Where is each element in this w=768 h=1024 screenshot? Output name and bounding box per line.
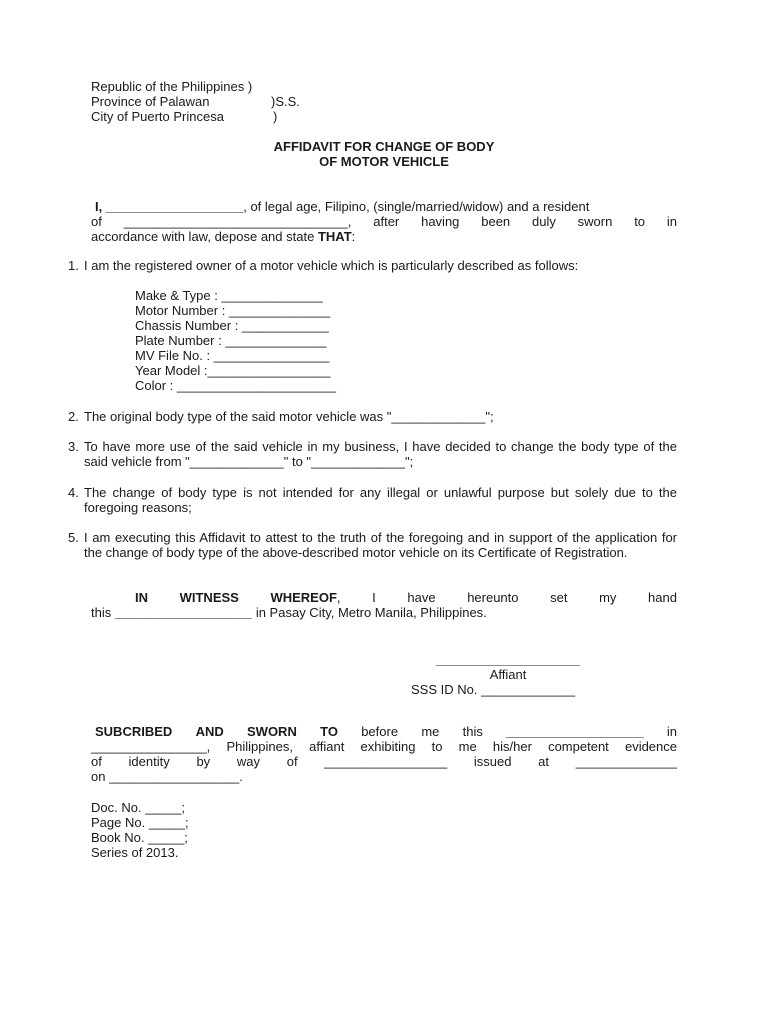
- venue-republic: Republic of the Philippines ): [91, 79, 253, 94]
- item-3-number: 3.: [68, 439, 79, 454]
- witness-date-blank: ___________________: [114, 605, 253, 620]
- jurat-t8: at: [538, 754, 550, 769]
- document-title: [0, 139, 768, 169]
- jurat-t7: issued: [473, 754, 512, 769]
- intro-text-1: , of legal age, Filipino, (single/married/widow) and a resident: [243, 199, 590, 214]
- venue-city: [91, 109, 300, 124]
- jurat-t4: way: [236, 754, 261, 769]
- field-mv-file-no: MV File No. : ________________: [135, 348, 330, 363]
- intro-line-2: [91, 214, 677, 229]
- affiant-label: Affiant: [489, 667, 527, 682]
- intro-w4: been: [481, 214, 511, 229]
- jurat-w6: me: [421, 724, 440, 739]
- witness-w3: WHEREOF: [270, 590, 337, 605]
- jurat-t5: of: [286, 754, 298, 769]
- title-line-1: AFFIDAVIT FOR CHANGE OF BODY: [273, 139, 495, 154]
- item-4-text: The change of body type is not intended for any illegal or unlawful purpose but solely due to the foregoing reasons;: [84, 485, 677, 515]
- jurat-w1: SUBCRIBED: [95, 724, 173, 739]
- intro-residence-blank: _______________________________,: [123, 214, 352, 229]
- witness-this: this: [91, 605, 115, 620]
- jurat-w9: in: [666, 724, 677, 739]
- title-line-2: OF MOTOR VEHICLE: [319, 154, 449, 169]
- witness-w9: my: [599, 590, 617, 605]
- intro-w8: in: [666, 214, 677, 229]
- item-3-text: To have more use of the said vehicle in my business, I have decided to change the body type of the said vehicle from "_____________" to "_____________";: [84, 439, 677, 469]
- witness-w6: have: [407, 590, 436, 605]
- jurat-line-4: on __________________.: [91, 769, 243, 784]
- intro-paragraph: [91, 199, 677, 244]
- doc-no: Doc. No. _____;: [91, 800, 185, 815]
- intro-w2: after: [373, 214, 400, 229]
- signature-line: ____________________: [435, 652, 581, 667]
- item-5-text: I am executing this Affidavit to attest to the truth of the foregoing and in support of the application for the change of body type of the above-described motor vehicle on its Certificate of Registration.: [84, 530, 677, 560]
- item-1-text: I am the registered owner of a motor vehicle which is particularly described as follows:: [84, 258, 579, 273]
- book-no: Book No. _____;: [91, 830, 188, 845]
- jurat-line-1: [91, 724, 677, 739]
- intro-w6: sworn: [577, 214, 613, 229]
- jurat-w3: SWORN: [247, 724, 297, 739]
- item-2-text: The original body type of the said motor vehicle was "_____________";: [84, 409, 494, 424]
- jurat-w7: this: [462, 724, 483, 739]
- witness-paragraph: [91, 590, 677, 620]
- witness-line-2: [91, 605, 677, 620]
- witness-place: in Pasay City, Metro Manila, Philippines.: [252, 605, 487, 620]
- intro-w7: to: [634, 214, 646, 229]
- item-5-number: 5.: [68, 530, 79, 545]
- jurat-t1: of: [91, 754, 102, 769]
- witness-w5: I: [372, 590, 376, 605]
- jurat-date-blank: ___________________: [506, 724, 644, 739]
- jurat-w4: TO: [320, 724, 338, 739]
- intro-w5: duly: [531, 214, 556, 229]
- notarial-refs: [91, 800, 189, 860]
- jurat-t2: identity: [128, 754, 170, 769]
- venue-city-label: City of Puerto Princesa: [91, 109, 224, 124]
- item-4-number: 4.: [68, 485, 79, 500]
- intro-name-blank: I, ___________________: [95, 199, 244, 214]
- item-2-number: 2.: [68, 409, 79, 424]
- intro-colon: :: [351, 229, 356, 244]
- field-color: Color : ______________________: [135, 378, 336, 393]
- jurat-line-3: [91, 754, 677, 769]
- witness-w10: hand: [648, 590, 677, 605]
- witness-whereof: [270, 590, 340, 605]
- witness-line-1: [91, 590, 677, 605]
- intro-w3: having: [421, 214, 460, 229]
- affiant-signature: [424, 652, 592, 682]
- jurat-line-2: ________________, Philippines, affiant exhibiting to me his/her competent evidence: [91, 739, 677, 754]
- jurat-id-blank: _________________: [324, 754, 448, 769]
- witness-w8: set: [550, 590, 568, 605]
- sss-id-field: SSS ID No. _____________: [411, 682, 576, 697]
- vehicle-fields: [135, 288, 336, 393]
- item-1-number: 1.: [68, 258, 79, 273]
- field-plate-number: Plate Number : ______________: [135, 333, 327, 348]
- field-year-model: Year Model :_________________: [135, 363, 331, 378]
- witness-w7: hereunto: [467, 590, 519, 605]
- intro-line-3: [91, 229, 677, 244]
- intro-w1: of: [91, 214, 102, 229]
- witness-comma: ,: [336, 590, 341, 605]
- venue-ss: )S.S.: [271, 94, 300, 109]
- venue-province-label: Province of Palawan: [91, 94, 210, 109]
- venue-city-paren: ): [273, 109, 278, 124]
- field-motor-number: Motor Number : ______________: [135, 303, 331, 318]
- field-make-type: Make & Type : ______________: [135, 288, 323, 303]
- series: Series of 2013.: [91, 845, 179, 860]
- jurat-paragraph: [91, 724, 677, 784]
- jurat-t3: by: [196, 754, 211, 769]
- jurat-w5: before: [361, 724, 399, 739]
- intro-line-1: [91, 199, 677, 214]
- jurat-issued-blank: ______________: [575, 754, 677, 769]
- intro-that: THAT: [317, 229, 352, 244]
- field-chassis-number: Chassis Number : ____________: [135, 318, 329, 333]
- intro-text-3: accordance with law, depose and state: [91, 229, 318, 244]
- witness-w2: WITNESS: [179, 590, 239, 605]
- page-no: Page No. _____;: [91, 815, 189, 830]
- witness-w1: IN: [135, 590, 148, 605]
- venue-province: [91, 94, 300, 109]
- jurat-w2: AND: [195, 724, 224, 739]
- venue-block: [91, 79, 300, 124]
